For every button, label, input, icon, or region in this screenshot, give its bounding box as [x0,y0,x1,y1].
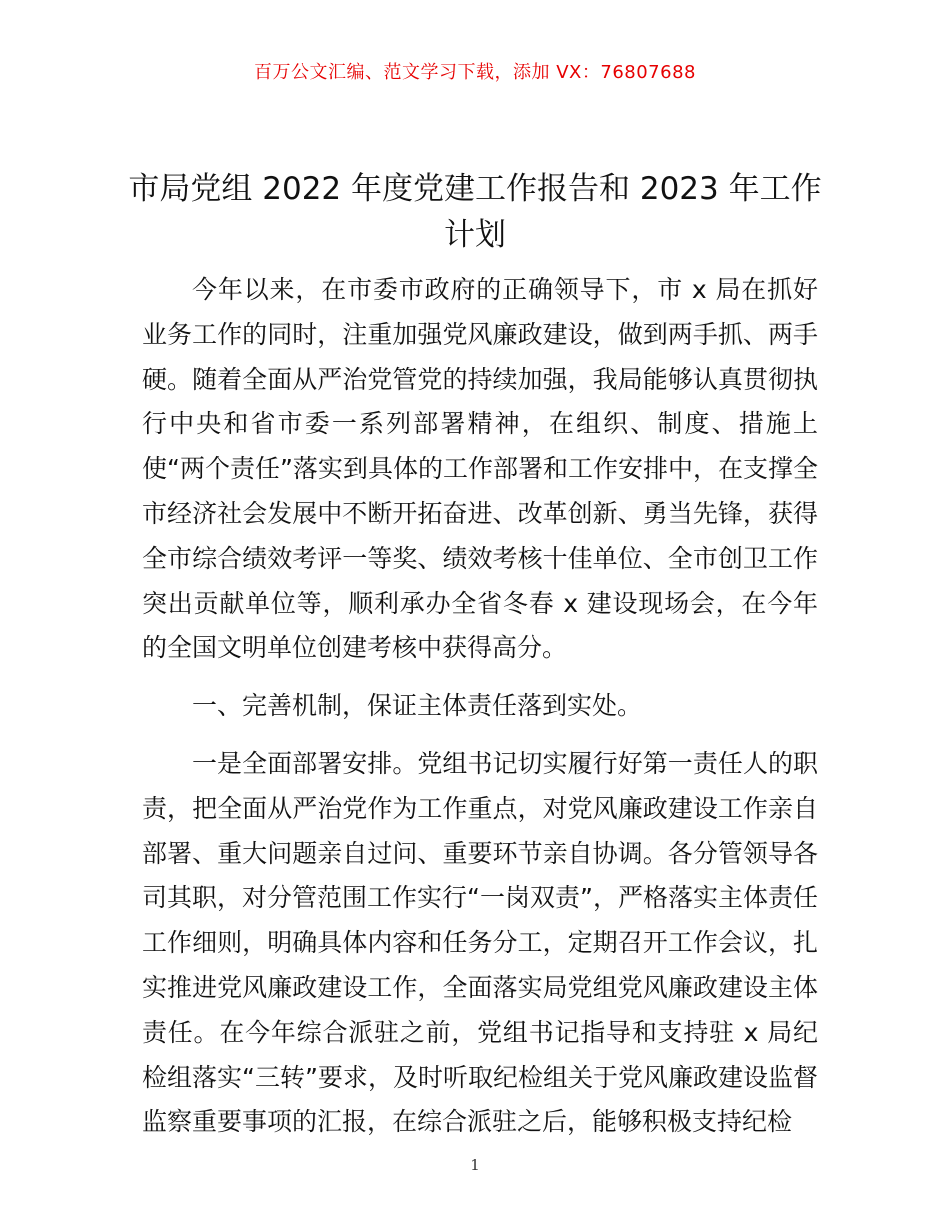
document-title: 市局党组 2022 年度党建工作报告和 2023 年工作计划 [128,171,822,253]
page-number: 1 [470,1156,480,1174]
header-note: 百万公文汇编、范文学习下载，添加 VX：76807688 [254,62,696,83]
body-paragraph: 一是全面部署安排。党组书记切实履行好第一责任人的职责，把全面从严治党作为工作重点，对党风廉政建设工作亲自部署、重大问题亲自过问、重要环节亲自协调。各分管领导各司其职，对分管范围工作实行“一岗双责”，严格落实主体责任工作细则，明确具体内容和任务分工，定期召开工作会议，扎实推进党风廉政建设工作，全面落实局党组党风廉政建设主体责任。在今年综合派驻之前，党组书记指导和支持驻 x 局纪检组落实“三转”要求，及时听取纪检组关于党风廉政建设监督监察重要事项的汇报，在综合派驻之后，能够积极支持纪检 [142,748,818,1137]
intro-paragraph: 今年以来，在市委市政府的正确领导下，市 x 局在抓好业务工作的同时，注重加强党风廉政建设，做到两手抓、两手硬。随着全面从严治党管党的持续加强，我局能够认真贯彻执行中央和省市委一系列部署精神，在组织、制度、措施上使“两个责任”落实到具体的工作部署和工作安排中，在支撑全市经济社会发展中不断开拓奋进、改革创新、勇当先锋，获得全市综合绩效考评一等奖、绩效考核十佳单位、全市创卫工作突出贡献单位等，顺利承办全省冬春 x 建设现场会，在今年的全国文明单位创建考核中获得高分。 [142,275,818,663]
section-heading: 一、完善机制，保证主体责任落到实处。 [192,691,643,721]
document-body [142,268,818,1145]
